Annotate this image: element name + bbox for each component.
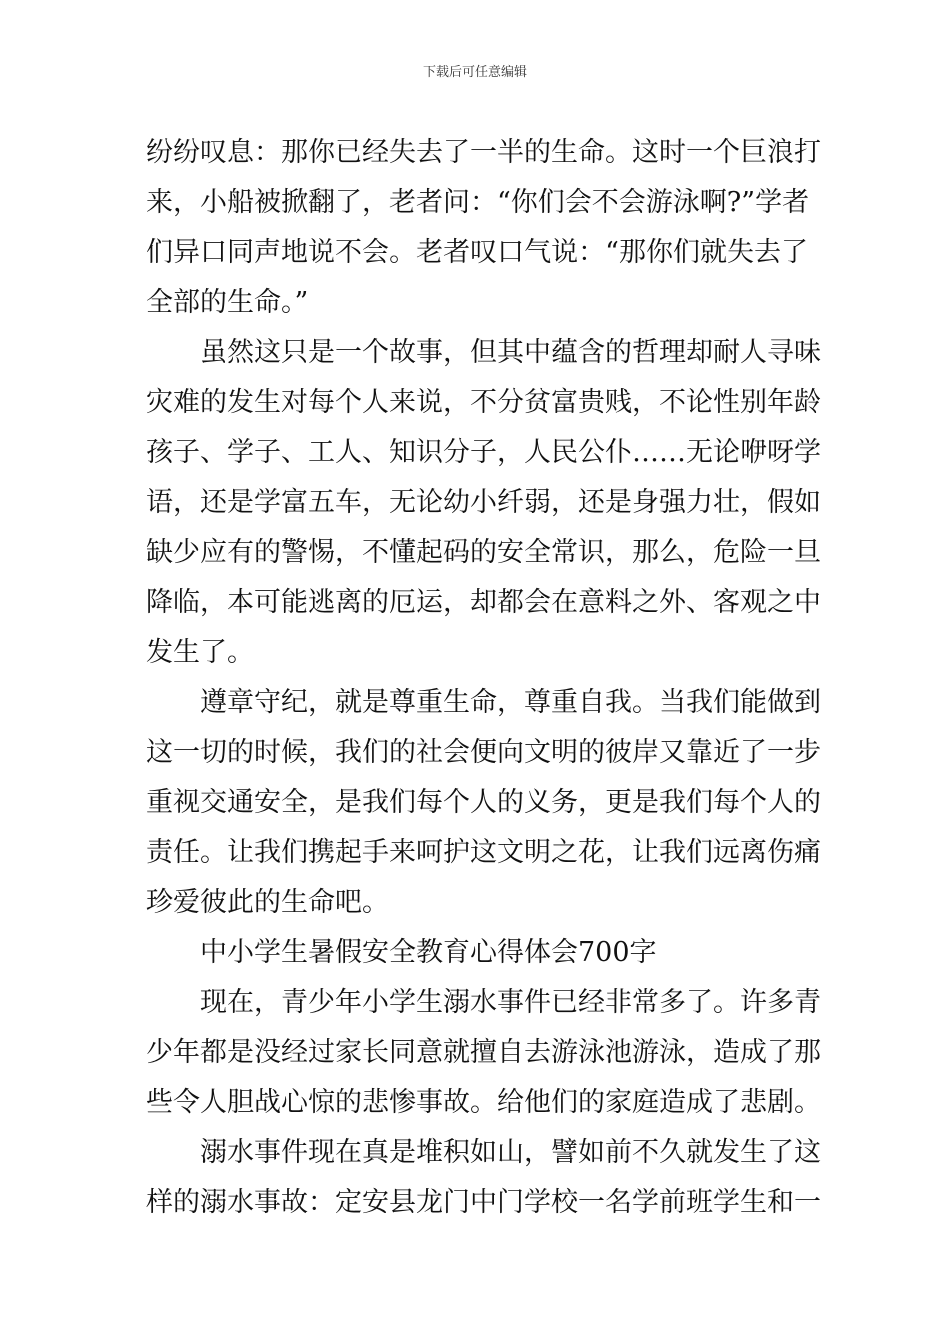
- text-line-4: 全部的生命。”: [146, 287, 309, 318]
- text-line-11: 发生了。: [146, 637, 254, 668]
- text-line-8: 语，还是学富五车，无论幼小纤弱，还是身强力壮，假如: [146, 487, 821, 518]
- text-line-2: 来，小船被掀翻了，老者问：“你们会不会游泳啊?”学者: [146, 187, 810, 218]
- paragraph-start-line: 虽然这只是一个故事，但其中蕴含的哲理却耐人寻味: [200, 337, 821, 368]
- text-line-9: 缺少应有的警惕，不懂起码的安全常识，那么，危险一旦: [146, 537, 821, 568]
- paragraph-start-line: 遵章守纪，就是尊重生命，尊重自我。当我们能做到: [200, 687, 821, 718]
- text-line-3: 们异口同声地说不会。老者叹口气说：“那你们就失去了: [146, 237, 808, 268]
- text-line-1: 纷纷叹息：那你已经失去了一半的生命。这时一个巨浪打: [146, 137, 821, 168]
- section-heading: 中小学生暑假安全教育心得体会700字: [200, 937, 657, 968]
- text-line-16: 珍爱彼此的生命吧。: [146, 887, 389, 918]
- paragraph-start-line: 溺水事件现在真是堆积如山，譬如前不久就发生了这: [200, 1137, 821, 1168]
- text-line-6: 灾难的发生对每个人来说，不分贫富贵贱，不论性别年龄: [146, 387, 821, 418]
- text-line-14: 重视交通安全，是我们每个人的义务，更是我们每个人的: [146, 787, 821, 818]
- text-line-10: 降临，本可能逃离的厄运，却都会在意料之外、客观之中: [146, 587, 821, 618]
- text-line-7: 孩子、学子、工人、知识分子，人民公仆……无论咿呀学: [146, 437, 821, 468]
- document-body: [146, 128, 821, 1228]
- text-line-22: 样的溺水事故：定安县龙门中门学校一名学前班学生和一: [146, 1187, 821, 1218]
- page-header: 下载后可任意编辑: [422, 65, 527, 80]
- text-line-20: 些令人胆战心惊的悲惨事故。给他们的家庭造成了悲剧。: [146, 1087, 821, 1118]
- text-line-15: 责任。让我们携起手来呵护这文明之花，让我们远离伤痛: [146, 837, 821, 868]
- text-line-19: 少年都是没经过家长同意就擅自去游泳池游泳，造成了那: [146, 1037, 821, 1068]
- paragraph-start-line: 现在，青少年小学生溺水事件已经非常多了。许多青: [200, 987, 821, 1018]
- text-line-13: 这一切的时候，我们的社会便向文明的彼岸又靠近了一步: [146, 737, 821, 768]
